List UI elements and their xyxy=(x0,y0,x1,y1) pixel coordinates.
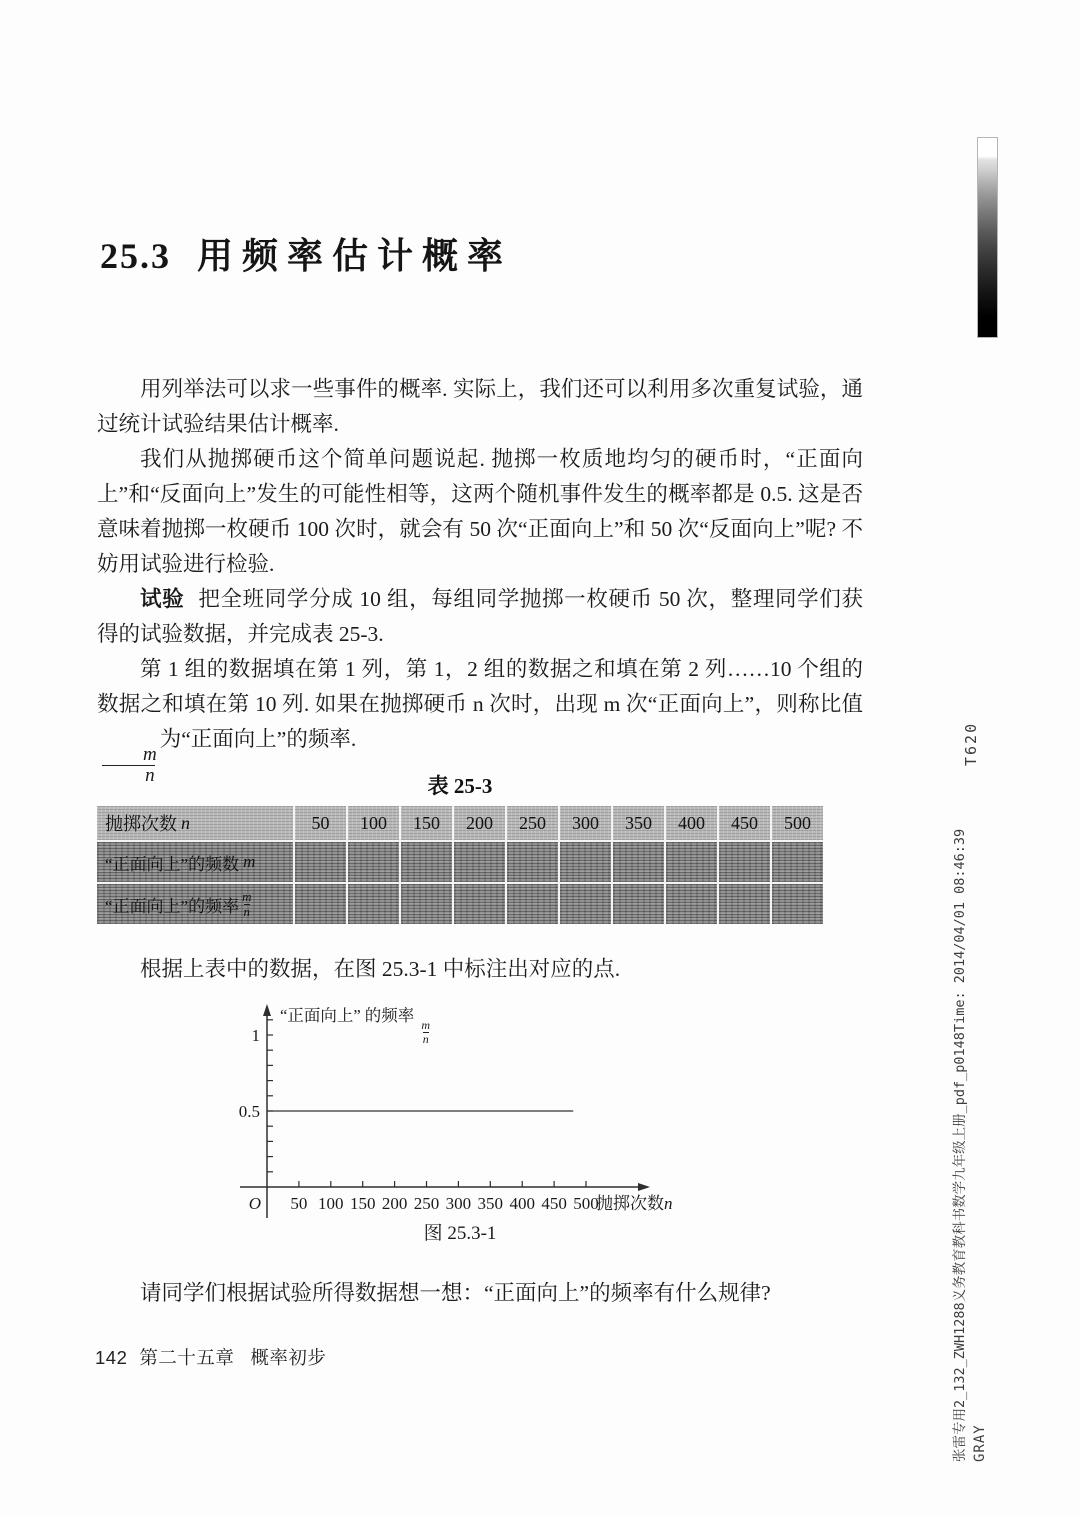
table-title: 表 25-3 xyxy=(427,774,493,798)
x-tick-label: 300 xyxy=(445,1194,472,1213)
table-cell-empty xyxy=(719,884,770,924)
y-tick-label: 0.5 xyxy=(238,1102,260,1121)
table-cell-empty xyxy=(507,884,558,924)
table-column-header: 500 xyxy=(772,806,823,840)
page-number: 142 xyxy=(95,1347,128,1368)
table-column-header: 100 xyxy=(348,806,399,840)
paragraph-experiment xyxy=(97,582,863,652)
paragraph-intro: 用列举法可以求一些事件的概率. 实际上，我们还可以利用多次重复试验，通过统计试验结果估计概率. xyxy=(97,377,863,436)
table-cell-empty xyxy=(295,884,346,924)
table-row-rate xyxy=(97,884,823,924)
table-cell-empty xyxy=(719,842,770,882)
x-tick-label: 150 xyxy=(349,1194,376,1213)
table-column-header: 400 xyxy=(666,806,717,840)
chart-y-axis-label xyxy=(280,1002,433,1045)
fill-instructions-after: 为“正面向上”的频率. xyxy=(159,727,357,751)
table-column-header: 250 xyxy=(507,806,558,840)
table-cell-empty xyxy=(401,842,452,882)
y-axis-frac-den: n xyxy=(422,1031,429,1046)
table-cell-empty xyxy=(613,842,664,882)
row-frequency-variable-m: m xyxy=(243,852,256,871)
page-title xyxy=(100,228,512,279)
page-footer xyxy=(95,1344,326,1370)
row-rate-text: “正面向上”的频率 xyxy=(105,896,240,916)
paragraph-coin: 我们从抛掷硬币这个简单问题说起. 抛掷一枚质地均匀的硬币时，“正面向上”和“反面向上”发生的可能性相等，这两个随机事件发生的概率都是 0.5. 这是否意味着抛掷一枚硬币 100 次时，就会有 50 次“正面向上”和 50 次“反面向上”呢? 不妨用试验进行检验. xyxy=(97,447,863,576)
table-cell-empty xyxy=(666,884,717,924)
table-25-3 xyxy=(97,806,823,924)
x-tick-label: 50 xyxy=(290,1194,308,1213)
table-column-header: 200 xyxy=(454,806,505,840)
header-label-text: 抛掷次数 xyxy=(105,814,177,834)
paragraph-plot-points: 根据上表中的数据，在图 25.3-1 中标注出对应的点. xyxy=(140,957,621,981)
row-frequency-label xyxy=(97,842,293,882)
x-axis-title: 抛掷次数n xyxy=(596,1194,673,1213)
figure-25-3-1 xyxy=(232,1000,692,1250)
table-cell-empty xyxy=(507,842,558,882)
margin-device-code: T620 xyxy=(962,721,980,766)
y-axis-label-text: “正面向上” 的频率 xyxy=(280,1006,415,1025)
table-cell-empty xyxy=(454,884,505,924)
table-cell-empty xyxy=(772,842,823,882)
y-axis-frac-num: m xyxy=(421,1018,431,1032)
grayscale-calibration-bar xyxy=(977,137,998,338)
table-cell-empty xyxy=(560,884,611,924)
table-cell-empty xyxy=(613,884,664,924)
body-text xyxy=(97,372,863,786)
y-axis-label-fraction xyxy=(421,1019,430,1045)
figure-caption: 图 25.3-1 xyxy=(423,1223,497,1244)
experiment-text: 把全班同学分成 10 组，每组同学抛掷一枚硬币 50 次，整理同学们获得的试验数据，并完成表 25-3. xyxy=(97,587,863,646)
paragraph-fill-instructions xyxy=(97,652,863,786)
y-axis-arrow xyxy=(263,1004,271,1016)
x-tick-label: 500 xyxy=(573,1194,599,1213)
table-column-header: 50 xyxy=(295,806,346,840)
row-rate-fraction xyxy=(242,890,251,918)
fill-instructions-before: 第 1 组的数据填在第 1 列，第 1，2 组的数据之和填在第 2 列……10 个组的数据之和填在第 10 列. 如果在抛掷硬币 n 次时，出现 m 次“正面向上”，则称比值 xyxy=(97,657,863,716)
row-rate-label xyxy=(97,884,293,924)
x-tick-label: 400 xyxy=(509,1194,535,1213)
x-tick-label: 250 xyxy=(413,1194,440,1213)
book-part-label: 概率初步 xyxy=(250,1347,327,1368)
table-column-header: 300 xyxy=(560,806,611,840)
table-cell-empty xyxy=(666,842,717,882)
x-tick-label: 200 xyxy=(381,1194,408,1213)
x-tick-label: 350 xyxy=(477,1194,504,1213)
table-column-header: 350 xyxy=(613,806,664,840)
x-axis-arrow xyxy=(638,1183,650,1191)
x-tick-label: 100 xyxy=(318,1194,344,1213)
paragraph-question: 请同学们根据试验所得数据想一想：“正面向上”的频率有什么规律? xyxy=(140,1281,771,1305)
table-cell-empty xyxy=(348,842,399,882)
section-number: 25.3 xyxy=(100,236,171,276)
table-cell-empty xyxy=(772,884,823,924)
table-header-row xyxy=(97,806,823,840)
fraction-denominator: n xyxy=(102,765,155,786)
row-frequency-text: “正面向上”的频数 xyxy=(105,854,240,874)
margin-watermark-text: 张雷专用2_132_ZWH1288义务教育教科书数学九年级上册_pdf_p0148Time: 2014/04/01 08:46:39 xyxy=(952,828,968,1462)
header-variable-n: n xyxy=(181,812,190,833)
table-column-header: 150 xyxy=(401,806,452,840)
fraction-numerator: m xyxy=(143,744,157,765)
row-rate-frac-num: m xyxy=(242,888,252,904)
table-row-frequency xyxy=(97,842,823,882)
margin-gray-label: GRAY xyxy=(972,1424,988,1462)
origin-label: O xyxy=(248,1194,261,1213)
row-rate-frac-den: n xyxy=(243,903,251,919)
table-cell-empty xyxy=(295,842,346,882)
section-name: 用频率估计概率 xyxy=(197,236,513,276)
chapter-label: 第二十五章 xyxy=(139,1347,235,1368)
x-tick-label: 450 xyxy=(541,1194,567,1213)
table-cell-empty xyxy=(560,842,611,882)
table-header-label xyxy=(97,806,293,840)
table-cell-empty xyxy=(454,842,505,882)
experiment-label: 试验 xyxy=(140,587,185,611)
y-tick-label: 1 xyxy=(251,1026,260,1045)
table-column-header: 450 xyxy=(719,806,770,840)
table-cell-empty xyxy=(348,884,399,924)
table-cell-empty xyxy=(401,884,452,924)
